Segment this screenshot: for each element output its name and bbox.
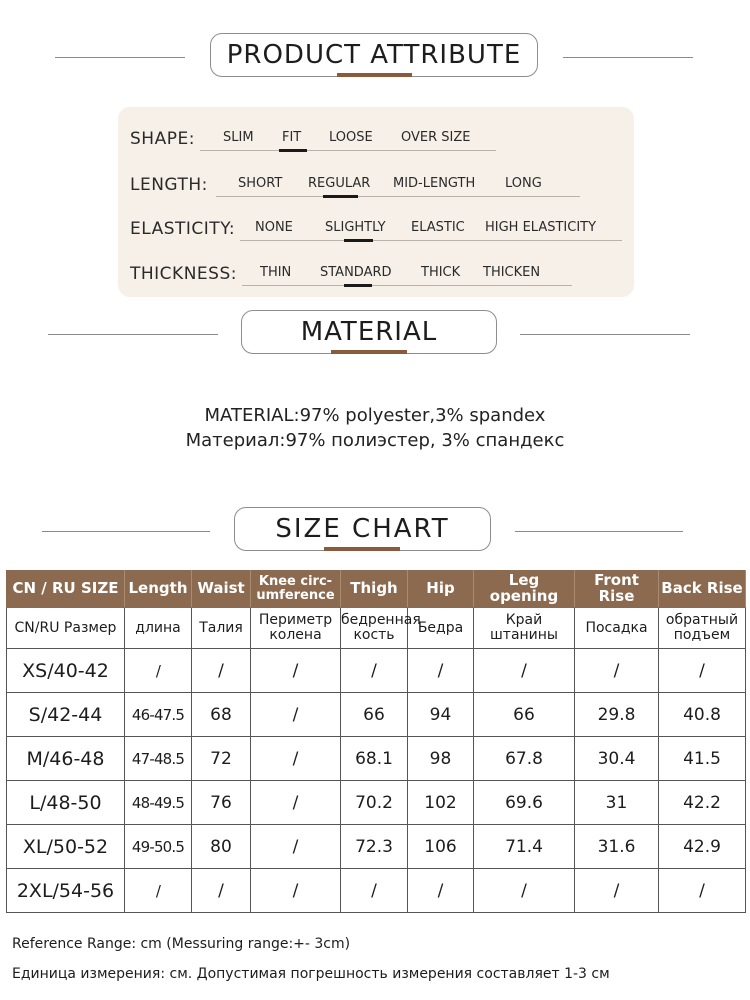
header-ru-cell: длина xyxy=(125,608,192,649)
footnote-ru: Единица измерения: см. Допустимая погрешность измерения составляет 1-3 см xyxy=(12,966,610,982)
table-header-ru-row xyxy=(7,608,746,649)
table-cell: / xyxy=(251,649,341,693)
table-cell: 69.6 xyxy=(474,781,575,825)
attribute-label: SHAPE: xyxy=(130,129,195,149)
table-cell: M/46-48 xyxy=(7,737,125,781)
table-cell: 80 xyxy=(192,825,251,869)
row-underline xyxy=(216,196,580,197)
table-row xyxy=(7,737,746,781)
divider-left xyxy=(42,531,210,532)
header-length: Length xyxy=(125,571,192,608)
attribute-label: LENGTH: xyxy=(130,175,208,195)
table-cell: 68.1 xyxy=(341,737,408,781)
table-cell: 102 xyxy=(408,781,474,825)
table-cell: 66 xyxy=(341,693,408,737)
row-underline xyxy=(240,240,622,241)
table-cell: 49-50.5 xyxy=(125,825,192,869)
table-cell: 72 xyxy=(192,737,251,781)
table-cell: 30.4 xyxy=(575,737,659,781)
divider-right xyxy=(563,57,693,58)
attribute-panel xyxy=(118,107,634,297)
table-cell: / xyxy=(575,869,659,913)
divider-left xyxy=(55,57,185,58)
table-cell: / xyxy=(659,649,746,693)
header-hip: Hip xyxy=(408,571,474,608)
table-cell: S/42-44 xyxy=(7,693,125,737)
table-cell: / xyxy=(575,649,659,693)
title-accent xyxy=(324,547,400,551)
header-knee: Knee circ-umference xyxy=(251,571,341,608)
table-cell: 106 xyxy=(408,825,474,869)
option-thick: THICK xyxy=(421,265,461,280)
option-thin: THIN xyxy=(260,265,292,280)
table-cell: / xyxy=(251,737,341,781)
section-title: MATERIAL xyxy=(241,310,497,354)
table-cell: 40.8 xyxy=(659,693,746,737)
table-cell: 42.2 xyxy=(659,781,746,825)
header-front-rise: Front Rise xyxy=(575,571,659,608)
table-row xyxy=(7,693,746,737)
option-regular: REGULAR xyxy=(308,176,371,191)
header-back-rise: Back Rise xyxy=(659,571,746,608)
table-cell: L/48-50 xyxy=(7,781,125,825)
table-row xyxy=(7,869,746,913)
divider-right xyxy=(515,531,683,532)
product-attribute-header xyxy=(0,33,750,83)
table-row xyxy=(7,649,746,693)
header-ru-cell: Посадка xyxy=(575,608,659,649)
option-thicken: THICKEN xyxy=(483,265,541,280)
table-cell: XS/40-42 xyxy=(7,649,125,693)
table-cell: / xyxy=(192,649,251,693)
table-row xyxy=(7,825,746,869)
selected-marker xyxy=(344,284,372,287)
table-cell: 67.8 xyxy=(474,737,575,781)
header-ru-cell: Край штанины xyxy=(474,608,575,649)
table-cell: / xyxy=(474,649,575,693)
table-cell: 94 xyxy=(408,693,474,737)
selected-marker xyxy=(279,149,307,152)
title-accent xyxy=(337,73,412,77)
table-cell: XL/50-52 xyxy=(7,825,125,869)
option-slim: SLIM xyxy=(223,130,254,145)
table-cell: / xyxy=(125,869,192,913)
header-ru-cell: бедренная кость xyxy=(341,608,408,649)
attribute-row-thickness xyxy=(118,252,634,292)
divider-right xyxy=(520,334,690,335)
table-cell: 76 xyxy=(192,781,251,825)
option-over-size: OVER SIZE xyxy=(401,130,471,145)
attribute-label: ELASTICITY: xyxy=(130,219,236,239)
table-cell: 71.4 xyxy=(474,825,575,869)
table-cell: 47-48.5 xyxy=(125,737,192,781)
option-slightly: SLIGHTLY xyxy=(325,220,386,235)
table-cell: / xyxy=(251,781,341,825)
header-ru-cell: CN/RU Размер xyxy=(7,608,125,649)
table-cell: 70.2 xyxy=(341,781,408,825)
table-cell: 31.6 xyxy=(575,825,659,869)
material-ru: Материал:97% полиэстер, 3% спандекс xyxy=(185,430,565,451)
attribute-label: THICKNESS: xyxy=(130,264,237,284)
table-cell: 98 xyxy=(408,737,474,781)
section-title: SIZE CHART xyxy=(234,507,491,551)
table-cell: / xyxy=(474,869,575,913)
option-short: SHORT xyxy=(238,176,283,191)
table-cell: 68 xyxy=(192,693,251,737)
option-elastic: ELASTIC xyxy=(411,220,465,235)
footnote-en: Reference Range: cm (Messuring range:+- 3cm) xyxy=(12,936,351,952)
table-header-row xyxy=(7,571,746,608)
table-cell: 48-49.5 xyxy=(125,781,192,825)
option-mid-length: MID-LENGTH xyxy=(393,176,476,191)
divider-left xyxy=(48,334,218,335)
table-cell: / xyxy=(408,869,474,913)
table-cell: 2XL/54-56 xyxy=(7,869,125,913)
selected-marker xyxy=(323,195,358,198)
title-accent xyxy=(331,350,407,354)
table-cell: / xyxy=(251,869,341,913)
header-ru-cell: Талия xyxy=(192,608,251,649)
table-cell: 41.5 xyxy=(659,737,746,781)
option-high-elasticity: HIGH ELASTICITY xyxy=(485,220,597,235)
table-cell: 29.8 xyxy=(575,693,659,737)
option-long: LONG xyxy=(505,176,542,191)
table-cell: 31 xyxy=(575,781,659,825)
header-ru-cell: Периметр колена xyxy=(251,608,341,649)
table-cell: 66 xyxy=(474,693,575,737)
table-cell: / xyxy=(659,869,746,913)
table-cell: 42.9 xyxy=(659,825,746,869)
attribute-row-shape xyxy=(118,117,634,157)
row-underline xyxy=(242,285,572,286)
option-fit: FIT xyxy=(282,130,302,145)
material-en: MATERIAL:97% polyester,3% spandex xyxy=(204,405,546,426)
option-none: NONE xyxy=(255,220,293,235)
table-cell: / xyxy=(251,825,341,869)
option-loose: LOOSE xyxy=(329,130,373,145)
table-cell: / xyxy=(341,649,408,693)
size-chart-header xyxy=(0,507,750,557)
table-cell: / xyxy=(251,693,341,737)
table-cell: / xyxy=(408,649,474,693)
attribute-row-length xyxy=(118,163,634,203)
header-thigh: Thigh xyxy=(341,571,408,608)
section-title: PRODUCT ATTRIBUTE xyxy=(210,33,538,77)
table-cell: / xyxy=(341,869,408,913)
row-underline xyxy=(200,150,496,151)
header-leg-opening: Leg opening xyxy=(474,571,575,608)
table-cell: 72.3 xyxy=(341,825,408,869)
material-header xyxy=(0,310,750,360)
attribute-row-elasticity xyxy=(118,207,634,247)
header-waist: Waist xyxy=(192,571,251,608)
table-cell: / xyxy=(192,869,251,913)
size-chart-table xyxy=(6,570,746,913)
header-ru-cell: Бедра xyxy=(408,608,474,649)
table-cell: / xyxy=(125,649,192,693)
selected-marker xyxy=(344,239,373,242)
table-cell: 46-47.5 xyxy=(125,693,192,737)
option-standard: STANDARD xyxy=(320,265,392,280)
table-row xyxy=(7,781,746,825)
header-size: CN / RU SIZE xyxy=(7,571,125,608)
header-ru-cell: обратный подъем xyxy=(659,608,746,649)
